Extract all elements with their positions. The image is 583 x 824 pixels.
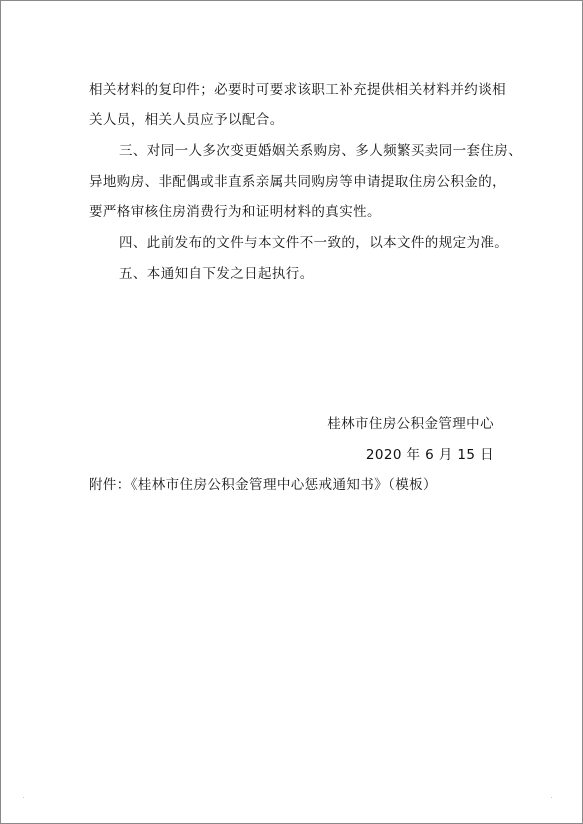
paragraph-3: 四、此前发布的文件与本文件不一致的，以本文件的规定为准。 <box>119 235 509 251</box>
corner-mark-right <box>551 797 552 798</box>
corner-mark-left <box>23 797 24 798</box>
paragraph-2-line-2: 异地购房、非配偶或非直系亲属共同购房等申请提取住房公积金的， <box>89 174 506 190</box>
paragraph-2-line-3: 要严格审核住房消费行为和证明材料的真实性。 <box>89 204 381 220</box>
paragraph-1-line-2: 关人员，相关人员应予以配合。 <box>89 112 284 128</box>
signature-date: 2020 年 6 月 15 日 <box>365 447 494 463</box>
paragraph-2-line-1: 三、对同一人多次变更婚姻关系购房、多人频繁买卖同一套住房、 <box>119 143 523 159</box>
paragraph-1-line-1: 相关材料的复印件；必要时可要求该职工补充提供相关材料并约谈相 <box>89 82 506 98</box>
paragraph-4: 五、本通知自下发之日起执行。 <box>119 266 314 282</box>
signature-org: 桂林市住房公积金管理中心 <box>327 416 494 432</box>
attachment-line: 附件：《桂林市住房公积金管理中心惩戒通知书》（模板） <box>89 477 437 493</box>
